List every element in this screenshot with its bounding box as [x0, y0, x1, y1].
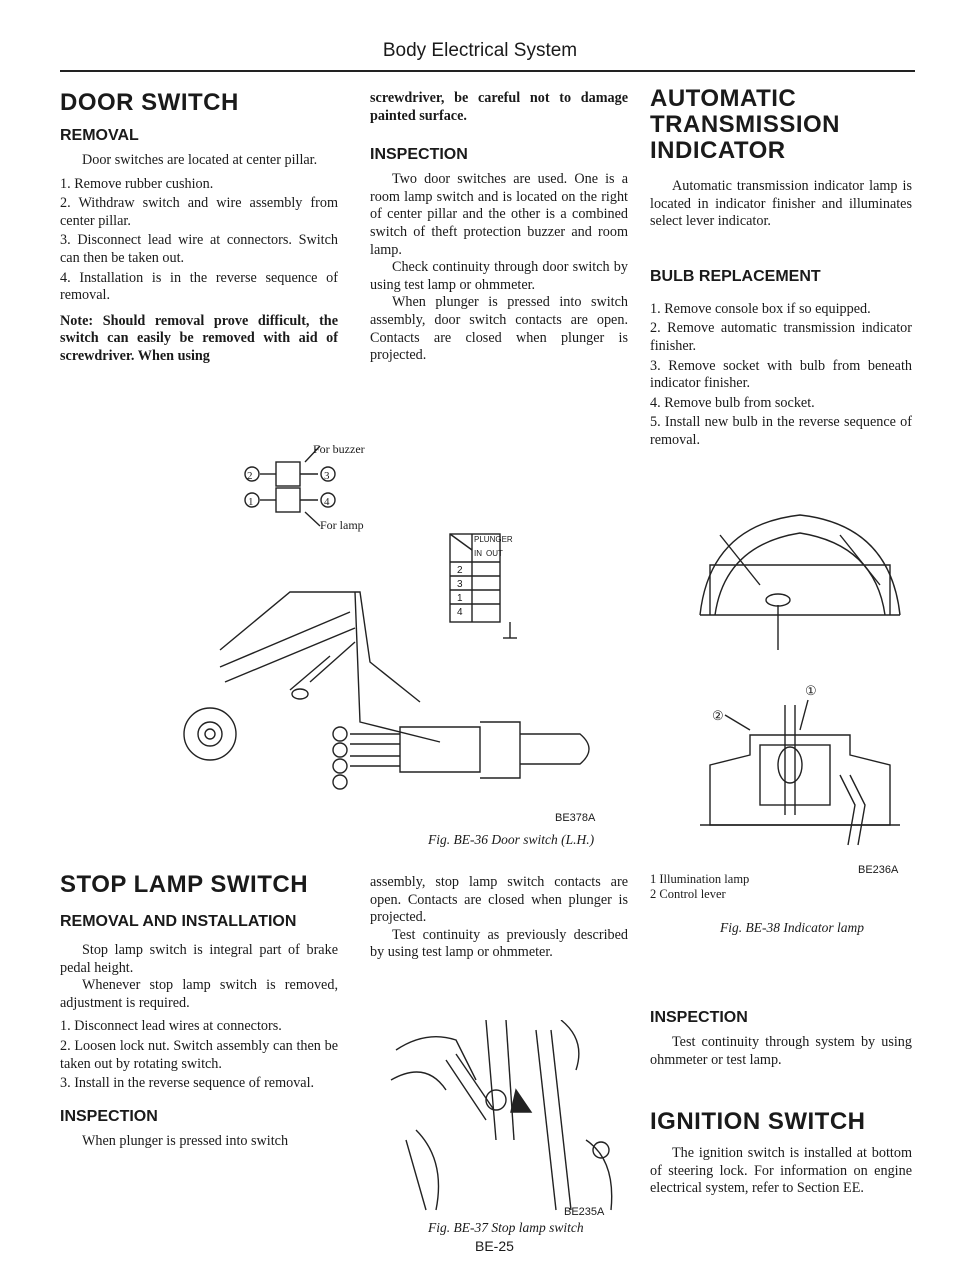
plunger-row: 1: [457, 593, 463, 604]
bulb-step-1: 1. Remove console box if so equipped.: [650, 300, 871, 317]
removal-step-2: 2. Withdraw switch and wire assembly from center pillar.: [60, 195, 338, 229]
bulb-step-2: 2. Remove automatic transmission indicator finisher.: [650, 320, 912, 354]
column-1: [60, 90, 338, 372]
svg-text:②: ②: [712, 708, 724, 723]
bulb-step-5: 5. Install new bulb in the reverse sequence of removal.: [650, 414, 912, 448]
removal-step-3: 3. Disconnect lead wire at connectors. Switch can then be taken out.: [60, 232, 338, 266]
legend-item-1: 1 Illumination lamp: [650, 872, 750, 886]
door-inspection-p2: Check continuity through door switch by using test lamp or ohmmeter.: [370, 259, 628, 293]
stop-step-1: 1. Disconnect lead wires at connectors.: [60, 1018, 282, 1035]
note-label: Note:: [60, 312, 94, 329]
door-inspection-title: INSPECTION: [370, 146, 468, 164]
fig38-code: BE236A: [858, 864, 899, 876]
plunger-in: IN: [474, 549, 482, 558]
page-header: Body Electrical System: [382, 40, 578, 61]
column-2: [370, 90, 628, 371]
svg-text:1: 1: [248, 496, 254, 508]
indicator-lamp-diagram: [690, 505, 910, 855]
at-inspection-text: Test continuity through system by using ohmmeter or test lamp.: [650, 1034, 912, 1068]
plunger-row: 2: [457, 565, 463, 576]
svg-text:3: 3: [324, 470, 330, 482]
at-inspection-title: INSPECTION: [650, 1009, 748, 1026]
stop-lamp-switch-title: STOP LAMP SWITCH: [60, 871, 309, 898]
stop-step-2: 2. Loosen lock nut. Switch assembly can then be taken out by rotating switch.: [60, 1037, 338, 1072]
plunger-rows: [457, 564, 463, 620]
svg-text:4: 4: [324, 496, 330, 508]
stop-inspection-text: When plunger is pressed into switch: [82, 1132, 289, 1149]
removal-step-1: 1. Remove rubber cushion.: [60, 175, 214, 192]
bulb-step-3: 3. Remove socket with bulb from beneath indicator finisher.: [650, 357, 912, 392]
plunger-out: OUT: [486, 549, 503, 558]
legend-item-2: 2 Control lever: [650, 887, 726, 901]
stop-p1: Stop lamp switch is integral part of brake pedal height.: [60, 942, 338, 976]
page-number: BE-25: [475, 1238, 514, 1254]
fig36-code: BE378A: [555, 812, 596, 824]
figure-door-switch: [180, 442, 640, 802]
ignition-switch-title: IGNITION SWITCH: [650, 1108, 866, 1136]
removal-intro: Door switches are located at center pillar.: [82, 152, 318, 168]
stop-inspection-title: INSPECTION: [60, 1107, 158, 1125]
removal-step-4: 4. Installation is in the reverse sequence of removal.: [60, 269, 338, 304]
stop-inspection-cont: assembly, stop lamp switch contacts are open. Contacts are closed when plunger is projected.: [370, 874, 628, 926]
removal-note: [60, 313, 338, 366]
fig38-legend: [650, 872, 749, 902]
figure-stop-lamp: [386, 1020, 626, 1215]
figure-indicator-lamp: [690, 505, 910, 855]
fig38-caption: Fig. BE-38 Indicator lamp: [720, 920, 864, 935]
ignition-switch-text: The ignition switch is installed at bottom of steering lock. For information on engine electrical system, refer to Section EE.: [650, 1145, 912, 1197]
fig37-caption: Fig. BE-37 Stop lamp switch: [428, 1220, 584, 1235]
column-3: [650, 86, 912, 452]
screwdriver-note-cont: screwdriver, be careful not to damage painted surface.: [370, 90, 628, 124]
svg-text:2: 2: [247, 470, 253, 482]
plunger-row: 3: [457, 579, 463, 590]
bulb-replacement-title: BULB REPLACEMENT: [650, 267, 821, 285]
for-buzzer-label: For buzzer: [313, 442, 365, 456]
header-rule: [60, 70, 915, 72]
stop-inspection-p2: Test continuity as previously described by using test lamp or ohmmeter.: [370, 926, 628, 961]
bulb-step-4: 4. Remove bulb from socket.: [650, 394, 815, 411]
stop-p2: Whenever stop lamp switch is removed, adjustment is required.: [60, 977, 338, 1011]
door-switch-title: DOOR SWITCH: [60, 89, 239, 116]
at-indicator-title: AUTOMATIC TRANSMISSION INDICATOR: [650, 85, 841, 164]
at-indicator-text: Automatic transmission indicator lamp is located in indicator finisher and illuminates select lever indicator.: [650, 178, 912, 230]
stop-step-3: 3. Install in the reverse sequence of removal.: [60, 1075, 315, 1092]
door-switch-diagram: [180, 442, 640, 802]
fig37-code: BE235A: [564, 1206, 605, 1218]
stop-lamp-diagram: [386, 1020, 626, 1215]
fig36-caption: Fig. BE-36 Door switch (L.H.): [428, 832, 595, 847]
svg-text:①: ①: [805, 683, 817, 698]
removal-installation-title: REMOVAL AND INSTALLATION: [60, 913, 297, 930]
door-inspection-p3: When plunger is pressed into switch assembly, door switch contacts are open. Contacts are closed when plunger is projected.: [370, 294, 628, 364]
column-1-lower: [60, 872, 338, 1156]
column-3-lower: [650, 1008, 912, 1204]
column-2-lower: [370, 874, 628, 968]
note-text: Should removal prove difficult, the switch can easily be removed with aid of screwdriver. When using: [60, 312, 338, 364]
door-inspection-p1: Two door switches are used. One is a room lamp switch and is located on the right of center pillar and the other is a combined switch of theft protection buzzer and room lamp.: [370, 171, 628, 258]
plunger-header: PLUNGER: [474, 535, 513, 544]
plunger-row: 4: [457, 607, 463, 618]
removal-title: REMOVAL: [60, 127, 139, 144]
for-lamp-label: For lamp: [320, 518, 364, 532]
